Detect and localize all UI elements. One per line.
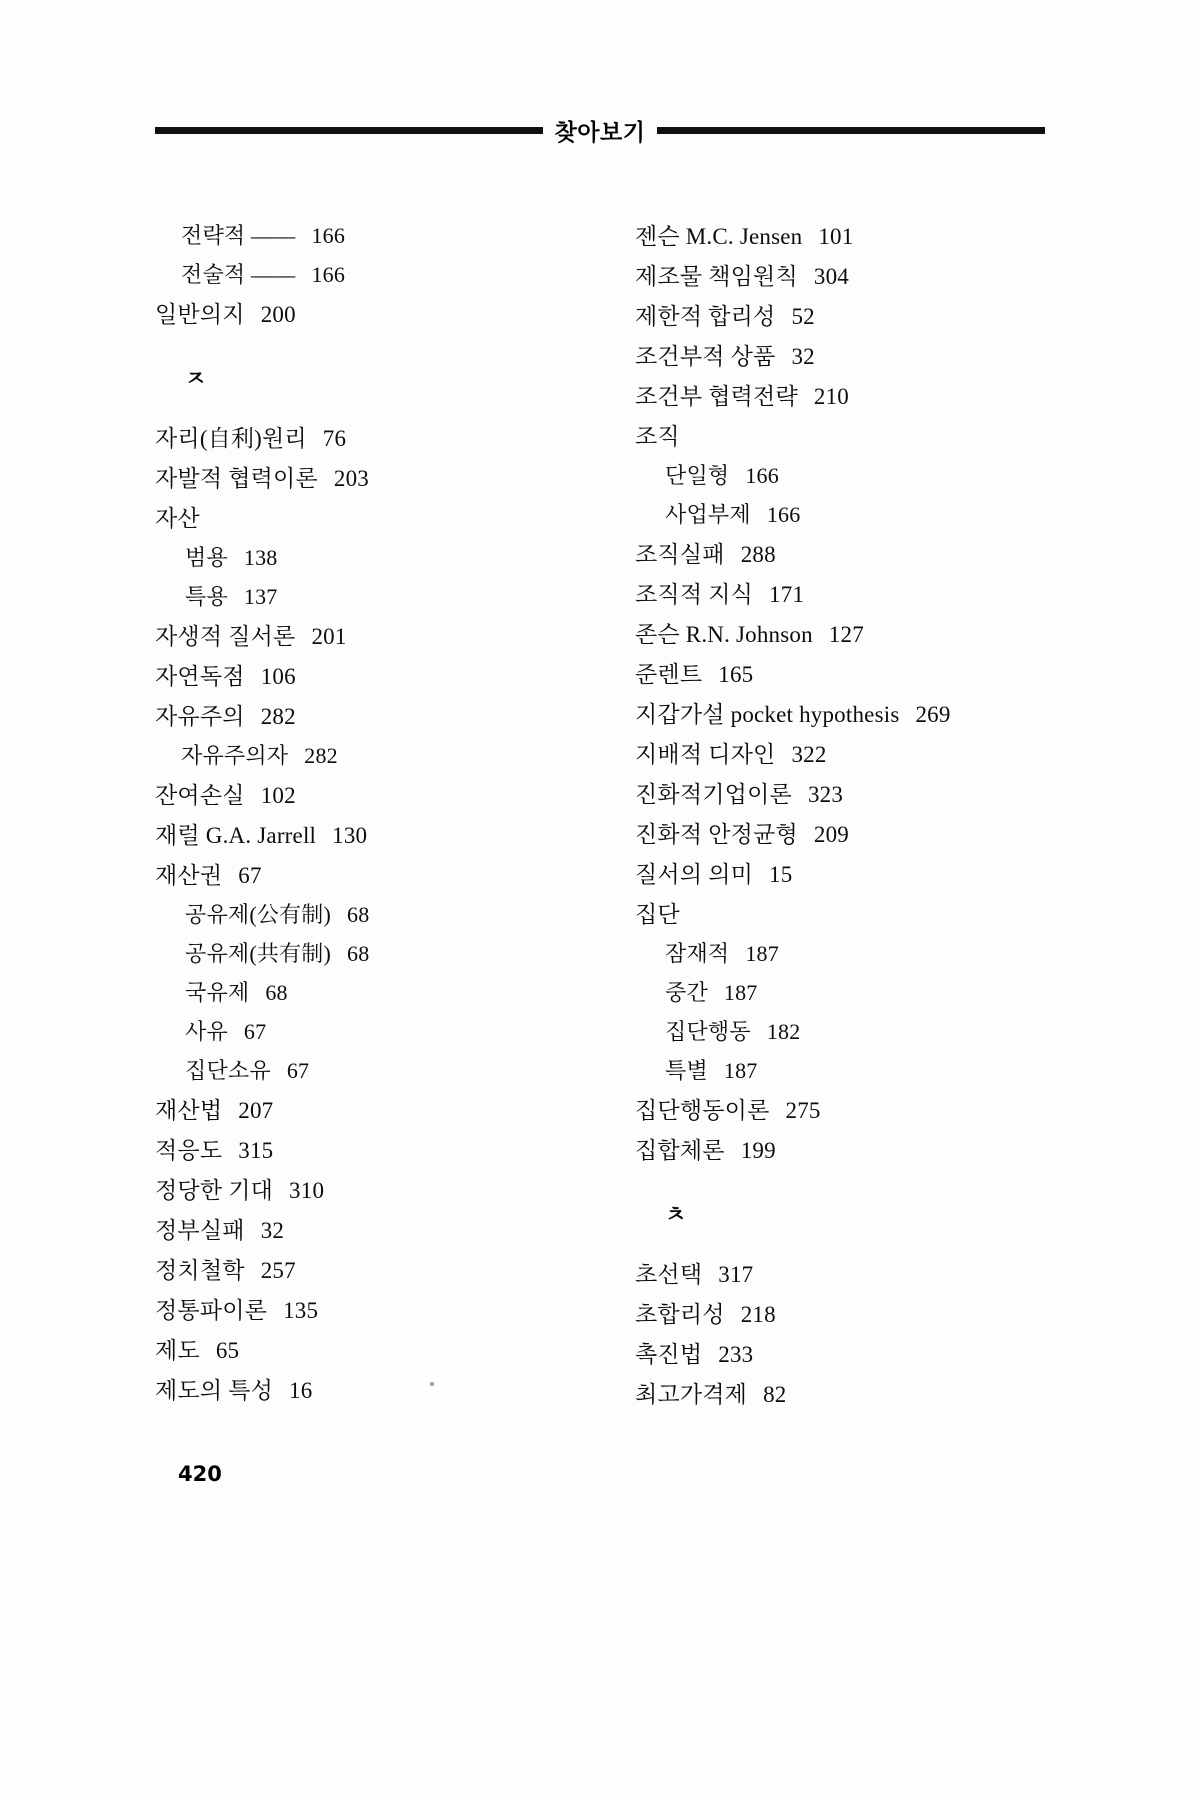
entry-term: 일반의지	[155, 302, 245, 327]
entry-term: 특별	[665, 1058, 708, 1083]
index-entry	[155, 1299, 575, 1322]
entry-term: 지갑가설 pocket hypothesis	[635, 702, 900, 727]
entry-page: 207	[238, 1098, 274, 1123]
entry-term: 촉진법	[635, 1342, 703, 1367]
index-entry	[155, 427, 575, 450]
entry-page: 52	[791, 304, 815, 329]
entry-page: 210	[813, 384, 849, 409]
index-entry	[635, 1343, 1055, 1366]
entry-term: 자리(自利)원리	[155, 426, 307, 451]
index-entry	[635, 1263, 1055, 1286]
index-entry	[155, 665, 575, 688]
entry-term: 재산법	[155, 1098, 223, 1123]
index-entry	[635, 863, 1055, 886]
entry-page: 257	[260, 1258, 296, 1283]
entry-page: 187	[723, 980, 758, 1005]
entry-page: 15	[769, 862, 793, 887]
index-entry	[635, 225, 1055, 248]
entry-page: 166	[311, 223, 346, 248]
entry-term: 집단행동이론	[635, 1098, 770, 1123]
entry-term: 집단	[635, 902, 680, 927]
index-entry	[635, 543, 1055, 566]
index-entry	[635, 425, 1055, 448]
entry-page: 166	[745, 463, 779, 488]
entry-page: 315	[238, 1138, 274, 1163]
page-header	[155, 115, 1045, 145]
index-entry	[155, 1099, 575, 1122]
entry-term: 사유	[185, 1019, 228, 1044]
index-entry	[155, 547, 575, 569]
entry-term: 자유주의자	[181, 743, 289, 768]
entry-term: 젠슨 M.C. Jensen	[635, 224, 803, 249]
entry-term: 조직적 지식	[635, 582, 754, 607]
entry-page: 218	[740, 1302, 776, 1327]
index-entry	[635, 982, 1055, 1004]
entry-term: 정부실패	[155, 1218, 245, 1243]
index-entry	[155, 824, 575, 847]
entry-term: 잔여손실	[155, 783, 245, 808]
index-entry	[635, 903, 1055, 926]
index-entry	[155, 943, 575, 965]
index-entry	[635, 265, 1055, 288]
entry-term: 조직실패	[635, 542, 725, 567]
index-entry	[635, 504, 1055, 526]
entry-page: 304	[813, 264, 849, 289]
entry-page: 187	[723, 1058, 758, 1083]
entry-term: 전술적 ——	[181, 262, 296, 287]
entry-term: 공유제(共有制)	[185, 941, 332, 966]
entry-term: 제도	[155, 1338, 200, 1363]
entry-term: 자생적 질서론	[155, 624, 296, 649]
index-entry	[635, 943, 1055, 965]
entry-page: 317	[718, 1262, 754, 1287]
entry-page: 322	[791, 742, 827, 767]
entry-page: 67	[243, 1019, 267, 1044]
entry-term: 재산권	[155, 863, 223, 888]
entry-term: 존슨 R.N. Johnson	[635, 622, 813, 647]
entry-page: 32	[260, 1218, 285, 1243]
index-entry	[635, 823, 1055, 846]
entry-term: 조직	[635, 424, 680, 449]
index-entry	[155, 264, 575, 286]
entry-term: 집합체론	[635, 1138, 725, 1163]
entry-page: 323	[807, 782, 844, 807]
section-marker-jieut: ㅈ	[185, 367, 207, 392]
right-column	[635, 215, 1055, 1423]
entry-page: 68	[265, 980, 288, 1005]
entry-page: 282	[304, 743, 338, 768]
entry-term: 범용	[185, 545, 228, 570]
entry-page: 102	[260, 783, 296, 808]
header-rule-right	[657, 127, 1045, 134]
entry-page: 203	[333, 466, 369, 491]
index-entry	[155, 1179, 575, 1202]
entry-page: 65	[215, 1338, 240, 1363]
index-entry	[635, 1383, 1055, 1406]
index-entry	[155, 784, 575, 807]
entry-term: 정통파이론	[155, 1298, 268, 1323]
entry-term: 중간	[665, 980, 708, 1005]
entry-term: 사업부제	[665, 502, 751, 527]
entry-page: 187	[745, 941, 779, 966]
entry-term: 조건부적 상품	[635, 344, 776, 369]
entry-page: 67	[286, 1058, 310, 1083]
index-entry	[155, 705, 575, 728]
index-entry	[155, 1139, 575, 1162]
entry-term: 공유제(公有制)	[185, 902, 332, 927]
page-number: 420	[178, 1462, 222, 1486]
entry-page: 166	[311, 262, 346, 287]
index-entry	[635, 663, 1055, 686]
entry-term: 잠재적	[665, 941, 730, 966]
index-entry	[155, 625, 575, 648]
index-entry	[155, 1339, 575, 1362]
index-entry	[155, 225, 575, 247]
index-entry	[155, 864, 575, 887]
index-entry	[155, 1060, 575, 1082]
entry-term: 정치철학	[155, 1258, 245, 1283]
index-entry	[155, 1379, 575, 1402]
index-entry	[635, 1060, 1055, 1082]
entry-page: 209	[813, 822, 849, 847]
section-marker-chieut: ㅊ	[665, 1203, 687, 1228]
entry-page: 182	[766, 1019, 801, 1044]
index-entry	[635, 1099, 1055, 1122]
entry-page: 82	[763, 1382, 787, 1407]
entry-term: 최고가격제	[635, 1382, 748, 1407]
index-entry	[155, 467, 575, 490]
index-entry	[635, 1303, 1055, 1326]
index-entry	[155, 586, 575, 608]
entry-page: 68	[347, 941, 370, 966]
entry-term: 특용	[185, 584, 228, 609]
left-column	[155, 215, 575, 1423]
entry-page: 16	[289, 1378, 313, 1403]
entry-page: 135	[283, 1298, 319, 1323]
entry-page: 32	[791, 344, 815, 369]
index-entry	[635, 583, 1055, 606]
entry-page: 201	[311, 624, 347, 649]
entry-page: 233	[718, 1342, 754, 1367]
index-entry	[155, 303, 575, 326]
entry-term: 진화적 안정균형	[635, 822, 798, 847]
index-entry	[155, 1219, 575, 1242]
entry-page: 106	[260, 664, 296, 689]
index-entry	[155, 507, 575, 530]
entry-term: 전략적 ——	[181, 223, 296, 248]
index-entry	[155, 745, 575, 767]
index-entry	[155, 904, 575, 926]
page-title: 찾아보기	[554, 119, 646, 146]
entry-page: 165	[718, 662, 754, 687]
entry-page: 68	[347, 902, 370, 927]
index-entry	[635, 783, 1055, 806]
index-entry	[635, 345, 1055, 368]
entry-term: 집단행동	[665, 1019, 751, 1044]
entry-page: 137	[243, 584, 278, 609]
entry-term: 진화적기업이론	[635, 782, 792, 807]
entry-term: 단일형	[665, 463, 730, 488]
entry-term: 자발적 협력이론	[155, 466, 318, 491]
index-columns	[155, 215, 1055, 1423]
entry-page: 199	[740, 1138, 776, 1163]
entry-page: 288	[740, 542, 776, 567]
index-entry	[635, 385, 1055, 408]
entry-term: 제한적 합리성	[635, 304, 776, 329]
entry-term: 조건부 협력전략	[635, 384, 798, 409]
index-entry	[635, 623, 1055, 646]
index-entry	[155, 1021, 575, 1043]
index-entry	[635, 1139, 1055, 1162]
entry-page: 269	[915, 702, 951, 727]
entry-page: 67	[238, 863, 262, 888]
entry-term: 제조물 책임원칙	[635, 264, 798, 289]
header-rule-left	[155, 127, 543, 134]
entry-term: 초선택	[635, 1262, 703, 1287]
entry-term: 적응도	[155, 1138, 223, 1163]
index-entry	[635, 703, 1055, 726]
index-entry	[155, 1259, 575, 1282]
entry-term: 초합리성	[635, 1302, 725, 1327]
entry-term: 정당한 기대	[155, 1178, 274, 1203]
entry-term: 집단소유	[185, 1058, 271, 1083]
entry-page: 310	[289, 1178, 325, 1203]
entry-page: 171	[769, 582, 805, 607]
index-entry	[155, 982, 575, 1004]
entry-page: 138	[243, 545, 278, 570]
entry-page: 76	[322, 426, 347, 451]
entry-page: 130	[332, 823, 368, 848]
entry-page: 127	[828, 622, 864, 647]
entry-term: 질서의 의미	[635, 862, 754, 887]
entry-page: 200	[260, 302, 296, 327]
index-entry	[635, 1021, 1055, 1043]
entry-term: 재럴 G.A. Jarrell	[155, 823, 317, 848]
entry-page: 101	[818, 224, 854, 249]
entry-term: 자유주의	[155, 704, 245, 729]
entry-term: 준렌트	[635, 662, 703, 687]
entry-term: 국유제	[185, 980, 250, 1005]
entry-page: 282	[260, 704, 296, 729]
index-entry	[635, 305, 1055, 328]
entry-term: 지배적 디자인	[635, 742, 776, 767]
entry-term: 자연독점	[155, 664, 245, 689]
index-entry	[635, 743, 1055, 766]
entry-term: 제도의 특성	[155, 1378, 274, 1403]
page-speck	[430, 1382, 434, 1386]
entry-page: 166	[766, 502, 801, 527]
index-entry	[635, 465, 1055, 487]
entry-term: 자산	[155, 506, 200, 531]
entry-page: 275	[785, 1098, 821, 1123]
